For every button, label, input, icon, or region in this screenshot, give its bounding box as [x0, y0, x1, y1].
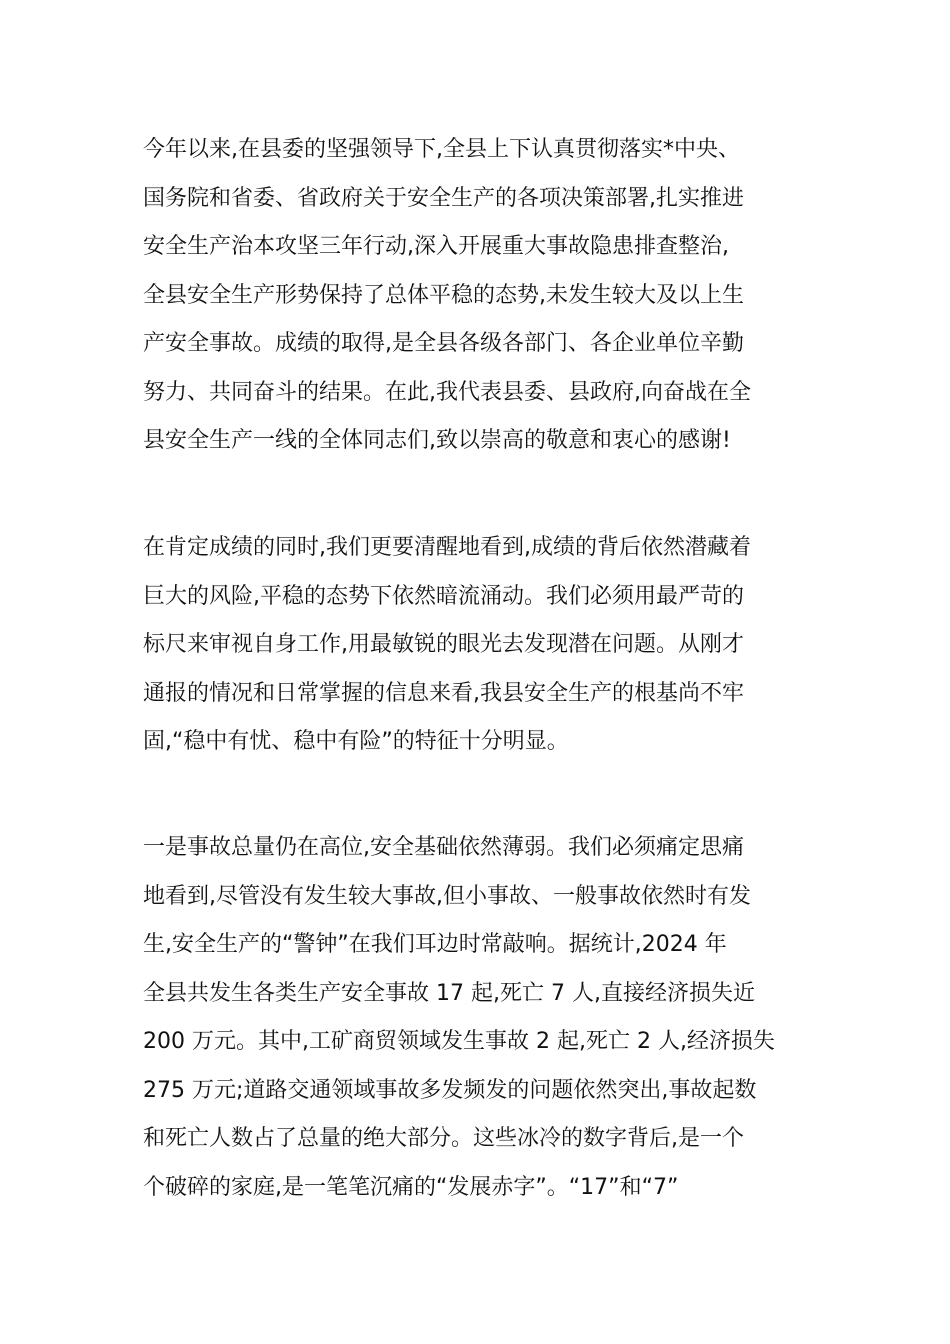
text-line: 在肯定成绩的同时,我们更要清醒地看到,成绩的背后依然潜藏着 — [143, 535, 751, 560]
text-line: 通报的情况和日常掌握的信息来看,我县安全生产的根基尚不牢 — [143, 680, 744, 706]
text-line: 巨大的风险,平稳的态势下依然暗流涌动。我们必须用最严苛的 — [143, 583, 744, 609]
text-line: 产安全事故。成绩的取得,是全县各级各部门、各企业单位辛勤 — [143, 331, 744, 356]
paragraph-accident-statistics — [143, 824, 811, 1212]
text-line: 固,“稳中有忧、稳中有险”的特征十分明显。 — [143, 729, 569, 754]
text-line: 生,安全生产的“警钟”在我们耳边时常敲响。据统计,2024 年 — [143, 932, 727, 957]
text-line: 安全生产治本攻坚三年行动,深入开展重大事故隐患排查整治, — [143, 234, 729, 259]
paragraph-risks — [143, 524, 811, 767]
text-line: 县安全生产一线的全体同志们,致以崇高的敬意和衷心的感谢! — [143, 428, 731, 453]
text-line: 标尺来审视自身工作,用最敏锐的眼光去发现潜在问题。从刚才 — [143, 632, 744, 657]
text-line: 地看到,尽管没有发生较大事故,但小事故、一般事故依然时有发 — [143, 883, 751, 909]
text-line: 努力、共同奋斗的结果。在此,我代表县委、县政府,向奋战在全 — [143, 379, 751, 405]
text-line: 今年以来,在县委的坚强领导下,全县上下认真贯彻落实*中央、 — [143, 137, 740, 162]
text-line: 200 万元。其中,工矿商贸领域发生事故 2 起,死亡 2 人,经济损失 — [143, 1029, 775, 1054]
text-line: 全县共发生各类生产安全事故 17 起,死亡 7 人,直接经济损失近 — [143, 980, 755, 1006]
paragraph-achievements — [143, 126, 811, 466]
text-line: 个破碎的家庭,是一笔笔沉痛的“发展赤字”。“17”和“7” — [143, 1174, 679, 1200]
text-line: 275 万元;道路交通领域事故多发频发的问题依然突出,事故起数 — [143, 1077, 757, 1103]
text-line: 全县安全生产形势保持了总体平稳的态势,未发生较大及以上生 — [143, 282, 744, 308]
text-line: 和死亡人数占了总量的绝大部分。这些冰冷的数字背后,是一个 — [143, 1126, 744, 1151]
text-line: 国务院和省委、省政府关于安全生产的各项决策部署,扎实推进 — [143, 185, 744, 211]
text-line: 一是事故总量仍在高位,安全基础依然薄弱。我们必须痛定思痛 — [143, 835, 744, 860]
